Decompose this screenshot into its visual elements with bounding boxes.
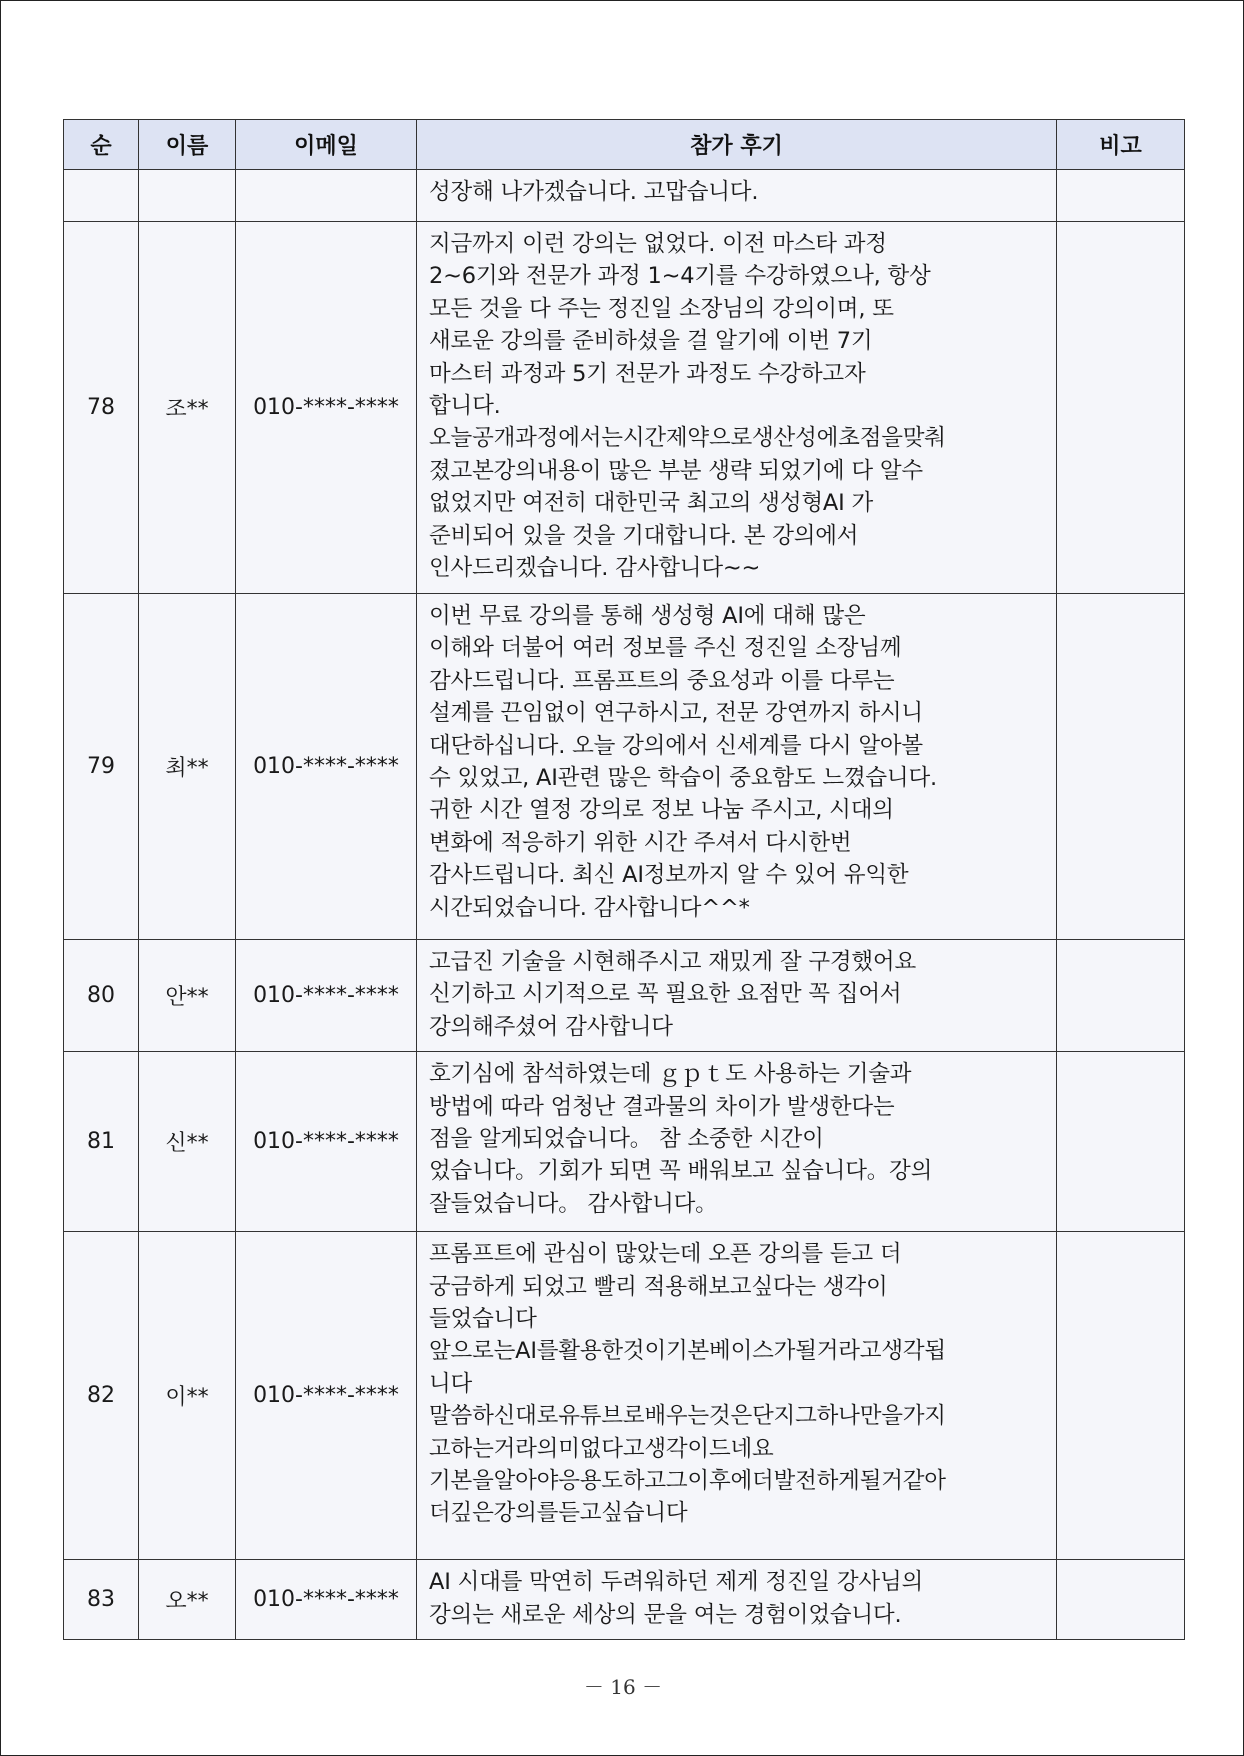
cell-name: 조** bbox=[139, 222, 236, 594]
cell-email: 010-****-**** bbox=[236, 1232, 417, 1560]
cell-email: 010-****-**** bbox=[236, 1560, 417, 1640]
cell-email: 010-****-**** bbox=[236, 1052, 417, 1232]
cell-name: 신** bbox=[139, 1052, 236, 1232]
cell-no: 78 bbox=[64, 222, 139, 594]
cell-email: 010-****-**** bbox=[236, 940, 417, 1052]
cell-name: 최** bbox=[139, 594, 236, 940]
cell-remark bbox=[1057, 594, 1185, 940]
cell-review: 성장해 나가겠습니다. 고맙습니다. bbox=[417, 170, 1057, 222]
cell-remark bbox=[1057, 1052, 1185, 1232]
cell-remark bbox=[1057, 940, 1185, 1052]
page-number: － 16 － bbox=[583, 1675, 663, 1699]
cell-remark bbox=[1057, 1560, 1185, 1640]
cell-no: 82 bbox=[64, 1232, 139, 1560]
cell-email bbox=[236, 170, 417, 222]
cell-no: 83 bbox=[64, 1560, 139, 1640]
table-row bbox=[64, 594, 1185, 940]
header-name: 이름 bbox=[139, 120, 236, 170]
cell-name: 안** bbox=[139, 940, 236, 1052]
cell-name bbox=[139, 170, 236, 222]
table-row bbox=[64, 1052, 1185, 1232]
cell-review: AI 시대를 막연히 두려워하던 제게 정진일 강사님의 강의는 새로운 세상의 문을 여는 경험이었습니다. bbox=[417, 1560, 1057, 1640]
cell-review: 이번 무료 강의를 통해 생성형 AI에 대해 많은 이해와 더불어 여러 정보를 주신 정진일 소장님께 감사드립니다. 프롬프트의 중요성과 이를 다루는 설계를 끈임없이 연구하시고, 전문 강연까지 하시니 대단하십니다. 오늘 강의에서 신세계를 다시 알아볼 수 있었고, AI관련 많은 학습이 중요함도 느꼈습니다. 귀한 시간 열정 강의로 정보 나눔 주시고, 시대의 변화에 적응하기 위한 시간 주셔서 다시한번 감사드립니다. 최신 AI정보까지 알 수 있어 유익한 시간되었습니다. 감사합니다^^* bbox=[417, 594, 1057, 940]
cell-review: 고급진 기술을 시현해주시고 재밌게 잘 구경했어요 신기하고 시기적으로 꼭 필요한 요점만 꼭 집어서 강의해주셨어 감사합니다 bbox=[417, 940, 1057, 1052]
table-row bbox=[64, 170, 1185, 222]
cell-review: 프롬프트에 관심이 많았는데 오픈 강의를 듣고 더 궁금하게 되었고 빨리 적용해보고싶다는 생각이 들었습니다 앞으로는AI를활용한것이기본베이스가될거라고생각됩 니다 말씀하신대로유튜브로배우는것은단지그하나만을가지 고하는거라의미없다고생각이드네요 기본을알아야응용도하고그이후에더발전하게될거같아 더깊은강의를듣고싶습니다 bbox=[417, 1232, 1057, 1560]
header-row bbox=[64, 120, 1185, 170]
cell-remark bbox=[1057, 222, 1185, 594]
table-row bbox=[64, 222, 1185, 594]
cell-no: 79 bbox=[64, 594, 139, 940]
review-table bbox=[63, 119, 1185, 1640]
header-email: 이메일 bbox=[236, 120, 417, 170]
cell-no bbox=[64, 170, 139, 222]
table-row bbox=[64, 940, 1185, 1052]
header-review: 참가 후기 bbox=[417, 120, 1057, 170]
cell-name: 이** bbox=[139, 1232, 236, 1560]
cell-review: 호기심에 참석하였는데 ｇｐｔ도 사용하는 기술과 방법에 따라 엄청난 결과물의 차이가 발생한다는 점을 알게되었습니다。 참 소중한 시간이 었습니다。기회가 되면 꼭 배워보고 싶습니다。강의 잘들었습니다。 감사합니다。 bbox=[417, 1052, 1057, 1232]
cell-remark bbox=[1057, 1232, 1185, 1560]
header-remark: 비고 bbox=[1057, 120, 1185, 170]
cell-no: 80 bbox=[64, 940, 139, 1052]
cell-email: 010-****-**** bbox=[236, 222, 417, 594]
table-row bbox=[64, 1232, 1185, 1560]
header-no: 순 bbox=[64, 120, 139, 170]
table-row bbox=[64, 1560, 1185, 1640]
cell-review: 지금까지 이런 강의는 없었다. 이전 마스타 과정 2~6기와 전문가 과정 1~4기를 수강하였으나, 항상 모든 것을 다 주는 정진일 소장님의 강의이며, 또 새로운 강의를 준비하셨을 걸 알기에 이번 7기 마스터 과정과 5기 전문가 과정도 수강하고자 합니다. 오늘공개과정에서는시간제약으로생산성에초점을맞춰 졌고본강의내용이 많은 부분 생략 되었기에 다 알수 없었지만 여전히 대한민국 최고의 생성형AI 가 준비되어 있을 것을 기대합니다. 본 강의에서 인사드리겠습니다. 감사합니다~~ bbox=[417, 222, 1057, 594]
cell-name: 오** bbox=[139, 1560, 236, 1640]
cell-remark bbox=[1057, 170, 1185, 222]
cell-no: 81 bbox=[64, 1052, 139, 1232]
cell-email: 010-****-**** bbox=[236, 594, 417, 940]
